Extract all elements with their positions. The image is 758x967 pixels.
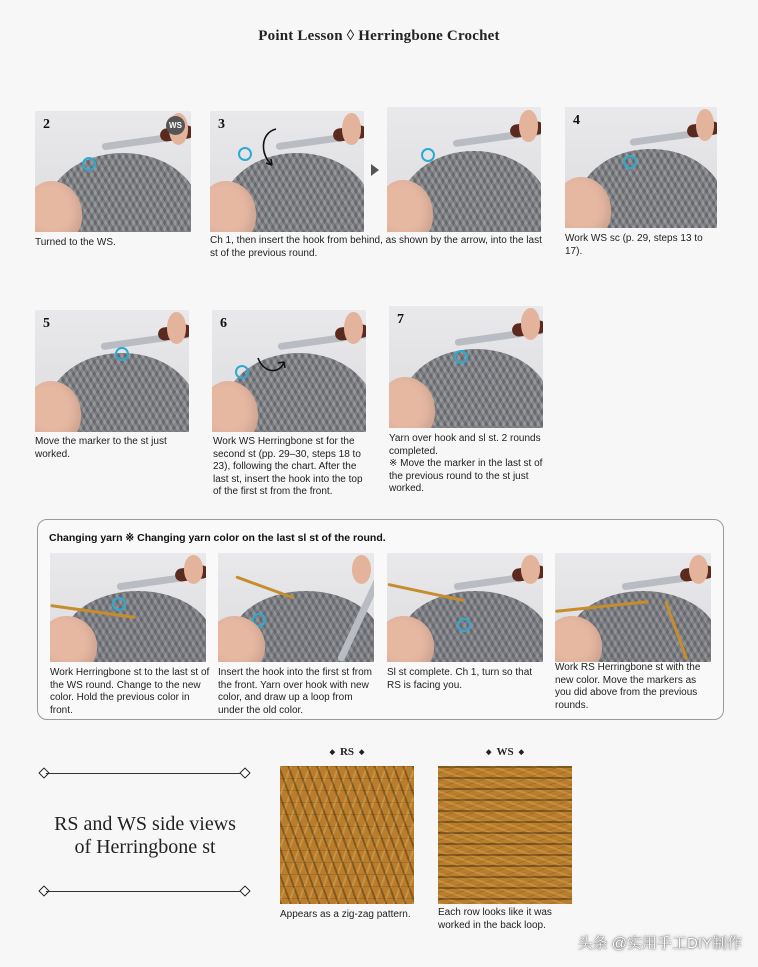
ws-badge: WS — [166, 116, 185, 135]
step-number: 3 — [218, 117, 225, 132]
step-7-caption: Yarn over hook and sl st. 2 rounds completed. ※ Move the marker in the last st of the previous round to the st just worked. — [389, 433, 543, 494]
rs-swatch — [280, 766, 414, 904]
step-7-photo — [389, 306, 543, 428]
changing-yarn-panel — [37, 519, 724, 720]
step-2-photo — [35, 111, 191, 232]
step-4-caption: Work WS sc (p. 29, steps 13 to 17). — [565, 233, 703, 257]
step-6-photo — [212, 310, 366, 432]
rs-label: ◆ RS ◆ — [329, 746, 365, 758]
changing-yarn-photo-4 — [555, 553, 711, 662]
step-5-caption: Move the marker to the st just worked. — [35, 436, 167, 460]
rs-caption: Appears as a zig-zag pattern. — [280, 909, 411, 920]
ws-swatch — [438, 766, 572, 904]
changing-yarn-photo-2 — [218, 553, 374, 662]
divider-line — [46, 891, 242, 892]
step-6-caption: Work WS Herringbone st for the second st (pp. 29–30, steps 18 to 23), following the chart. After the last st, insert the hook into the top of the first st from the front. — [213, 436, 363, 497]
step-3b-photo — [387, 107, 541, 232]
step-5-photo — [35, 310, 189, 432]
changing-yarn-photo-3 — [387, 553, 543, 662]
side-views-title: RS and WS side views of Herringbone st — [54, 813, 236, 858]
ws-label: ◆ WS ◆ — [486, 746, 524, 758]
step-number: 2 — [43, 117, 50, 132]
step-2-caption: Turned to the WS. — [35, 237, 116, 248]
divider-line — [46, 773, 242, 774]
step-number: 7 — [397, 312, 404, 327]
step-number: 5 — [43, 316, 50, 331]
curved-arrow-icon — [254, 354, 288, 376]
changing-yarn-heading: Changing yarn ※ Changing yarn color on the last sl st of the round. — [49, 532, 386, 544]
divider-diamond-icon — [239, 885, 250, 896]
curved-arrow-icon — [258, 125, 282, 171]
changing-yarn-caption-4: Work RS Herringbone st with the new color. Move the markers as you did above from the previous rounds. — [555, 662, 701, 711]
step-number: 4 — [573, 113, 580, 128]
step-3-caption: Ch 1, then insert the hook from behind, as shown by the arrow, into the last st of the previous round. — [210, 235, 542, 259]
changing-yarn-caption-2: Insert the hook into the first st from the front. Yarn over hook with new color, and draw up a loop from under the old color. — [218, 667, 372, 716]
step-number: 6 — [220, 316, 227, 331]
page-title: Point Lesson ◊ Herringbone Crochet — [258, 28, 500, 44]
watermark: 头条 @实用手工DIY制作 — [577, 935, 742, 952]
changing-yarn-caption-3: Sl st complete. Ch 1, turn so that RS is facing you. — [387, 667, 533, 691]
ws-caption: Each row looks like it was worked in the back loop. — [438, 907, 552, 931]
step-4-photo — [565, 107, 717, 228]
changing-yarn-caption-1: Work Herringbone st to the last st of the WS round. Change to the new color. Hold the previous color in front. — [50, 667, 210, 716]
step-3-photo — [210, 111, 364, 232]
next-step-arrow-icon — [371, 164, 379, 176]
divider-diamond-icon — [239, 767, 250, 778]
changing-yarn-photo-1 — [50, 553, 206, 662]
